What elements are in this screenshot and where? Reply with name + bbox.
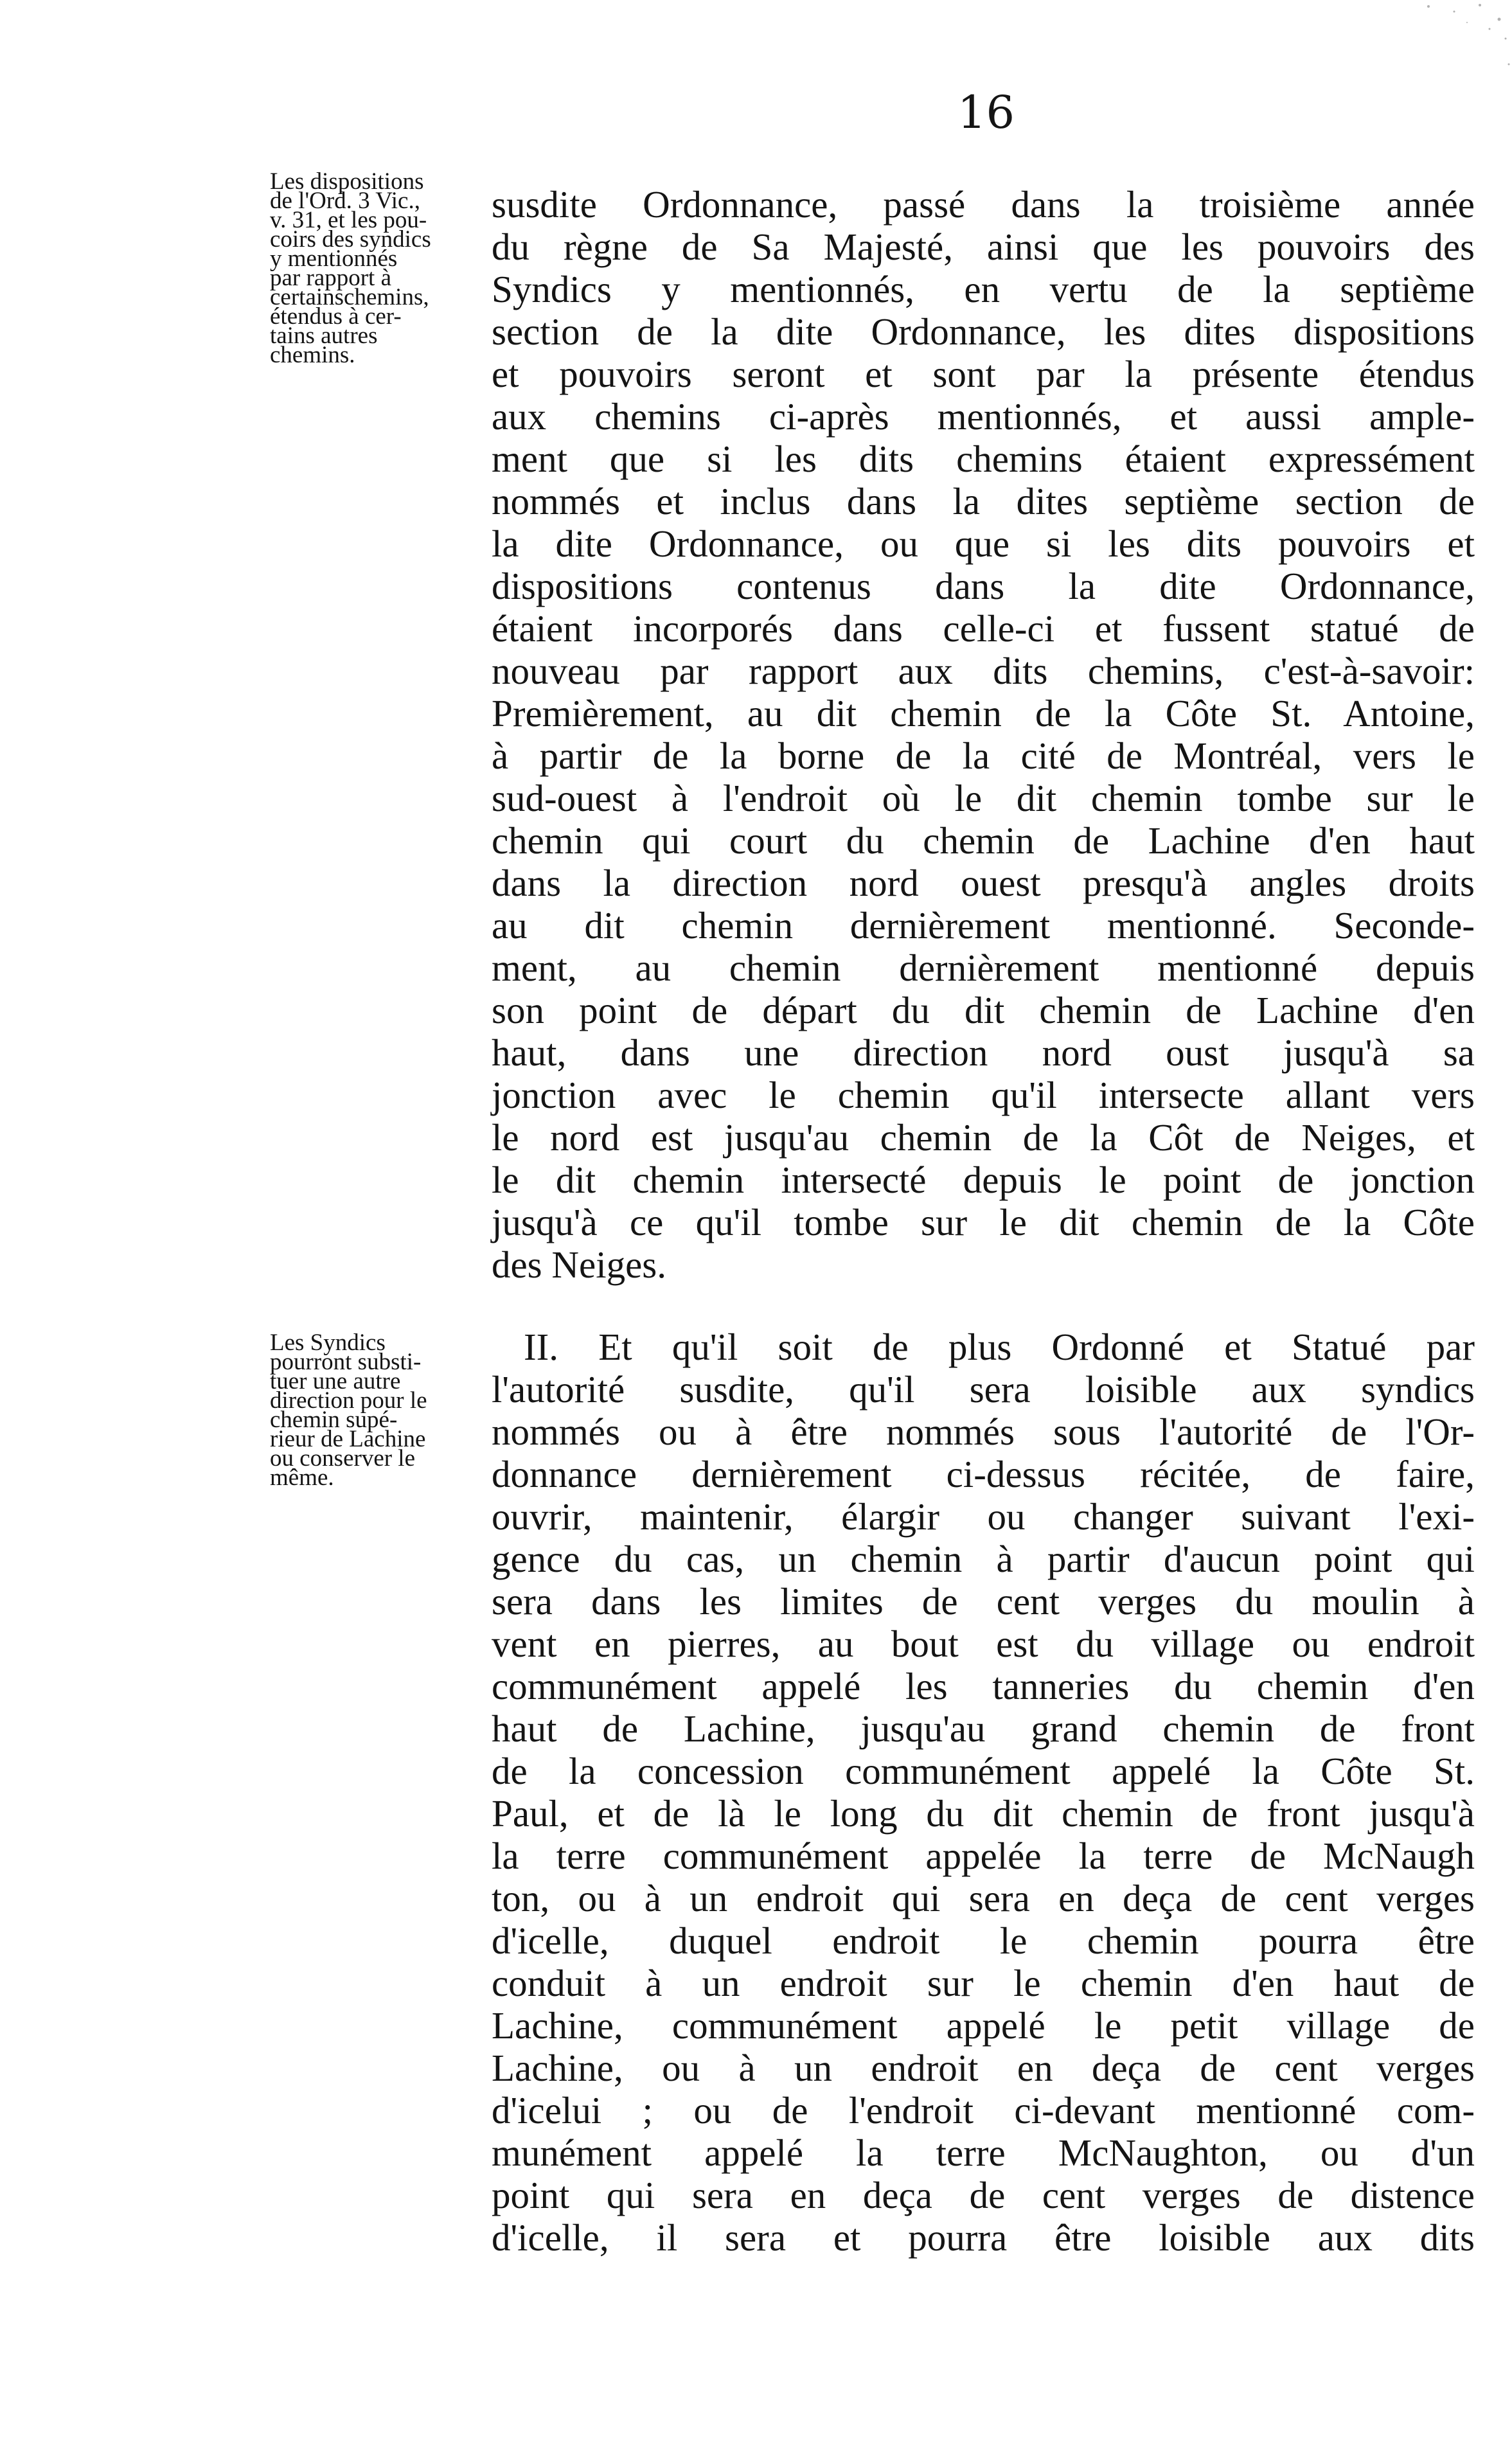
text-line: d'icelui ; ou de l'endroit ci-devant mentionné com- bbox=[492, 2089, 1475, 2131]
margin-note-line: étendus à cer- bbox=[270, 303, 402, 330]
text-line: chemin qui court du chemin de Lachine d'en haut bbox=[492, 819, 1475, 862]
text-line: d'icelle, duquel endroit le chemin pourra être bbox=[492, 1919, 1475, 1962]
text-line: et pouvoirs seront et sont par la présente étendus bbox=[492, 353, 1475, 395]
text-line: ton, ou à un endroit qui sera en deça de cent verges bbox=[492, 1877, 1475, 1919]
text-line: des Neiges. bbox=[492, 1243, 666, 1286]
margin-note-line: pourront substi- bbox=[270, 1349, 422, 1375]
text-line: l'autorité susdite, qu'il sera loisible aux syndics bbox=[492, 1368, 1475, 1410]
margin-note-line: Les Syndics bbox=[270, 1330, 386, 1356]
text-line: de la concession communément appelé la Côte St. bbox=[492, 1750, 1475, 1792]
text-line: étaient incorporés dans celle-ci et fussent statué de bbox=[492, 607, 1475, 650]
text-line: Paul, et de là le long du dit chemin de front jusqu'à bbox=[492, 1792, 1475, 1835]
margin-note-line: chemins. bbox=[270, 342, 355, 368]
margin-note-line: y mentionnés bbox=[270, 245, 398, 272]
text-line: haut, dans une direction nord oust jusqu'à sa bbox=[492, 1031, 1475, 1074]
text-line: dans la direction nord ouest presqu'à angles droits bbox=[492, 862, 1475, 904]
text-line: gence du cas, un chemin à partir d'aucun point qui bbox=[492, 1538, 1475, 1580]
margin-note-line: Les dispositions bbox=[270, 168, 424, 195]
text-line: jusqu'à ce qu'il tombe sur le dit chemin de la Côte bbox=[492, 1201, 1475, 1243]
text-line: conduit à un endroit sur le chemin d'en haut de bbox=[492, 1962, 1475, 2004]
text-line: nouveau par rapport aux dits chemins, c'est-à-savoir: bbox=[492, 650, 1475, 692]
text-line: donnance dernièrement ci-dessus récitée, de faire, bbox=[492, 1453, 1475, 1495]
text-line: munément appelé la terre McNaughton, ou d'un bbox=[492, 2131, 1475, 2174]
text-line: sera dans les limites de cent verges du moulin à bbox=[492, 1580, 1475, 1623]
text-line: vent en pierres, au bout est du village ou endroit bbox=[492, 1623, 1475, 1665]
text-line: nommés ou à être nommés sous l'autorité de l'Or- bbox=[492, 1410, 1475, 1453]
margin-note bbox=[270, 1330, 501, 1491]
margin-note-line: tains autres bbox=[270, 323, 378, 349]
text-line: d'icelle, il sera et pourra être loisible aux dits bbox=[492, 2216, 1475, 2259]
text-line: dispositions contenus dans la dite Ordonnance, bbox=[492, 565, 1475, 607]
paragraph bbox=[492, 183, 1475, 1286]
text-line: point qui sera en deça de cent verges de distence bbox=[492, 2174, 1475, 2216]
text-line: susdite Ordonnance, passé dans la troisième année bbox=[492, 183, 1475, 226]
margin-note-line: ou conserver le bbox=[270, 1445, 416, 1472]
text-line: la terre communément appelée la terre de McNaugh bbox=[492, 1835, 1475, 1877]
margin-note bbox=[270, 168, 501, 368]
text-line: ment, au chemin dernièrement mentionné depuis bbox=[492, 947, 1475, 989]
text-line: Premièrement, au dit chemin de la Côte St. Antoine, bbox=[492, 692, 1475, 734]
paragraph bbox=[492, 1326, 1475, 2259]
text-line: du règne de Sa Majesté, ainsi que les pouvoirs des bbox=[492, 226, 1475, 268]
text-line: aux chemins ci-après mentionnés, et aussi ample- bbox=[492, 395, 1475, 438]
text-line: le dit chemin intersecté depuis le point de jonction bbox=[492, 1159, 1475, 1201]
margin-note-line: tuer une autre bbox=[270, 1368, 401, 1394]
text-line: Lachine, ou à un endroit en deça de cent verges bbox=[492, 2047, 1475, 2089]
margin-note-line: direction pour le bbox=[270, 1387, 427, 1414]
text-line: Syndics y mentionnés, en vertu de la septième bbox=[492, 268, 1475, 310]
margin-note-line: coirs des syndics bbox=[270, 226, 431, 253]
text-line: sud-ouest à l'endroit où le dit chemin tombe sur le bbox=[492, 777, 1475, 819]
text-line: II. Et qu'il soit de plus Ordonné et Statué par bbox=[524, 1326, 1475, 1368]
text-line: communément appelé les tanneries du chemin d'en bbox=[492, 1665, 1475, 1707]
text-line: nommés et inclus dans la dites septième section de bbox=[492, 480, 1475, 522]
margin-note-line: rieur de Lachine bbox=[270, 1426, 426, 1452]
text-line: section de la dite Ordonnance, les dites dispositions bbox=[492, 310, 1475, 353]
text-line: son point de départ du dit chemin de Lachine d'en bbox=[492, 989, 1475, 1031]
text-line: la dite Ordonnance, ou que si les dits pouvoirs et bbox=[492, 522, 1475, 565]
text-line: ouvrir, maintenir, élargir ou changer suivant l'exi- bbox=[492, 1495, 1475, 1538]
margin-note-line: v. 31, et les pou- bbox=[270, 207, 427, 233]
margin-note-line: chemin supé- bbox=[270, 1407, 398, 1433]
text-line: jonction avec le chemin qu'il intersecte allant vers bbox=[492, 1074, 1475, 1116]
text-line: haut de Lachine, jusqu'au grand chemin de front bbox=[492, 1707, 1475, 1750]
margin-note-line: même. bbox=[270, 1464, 334, 1491]
paper-specks-decoration bbox=[1416, 0, 1512, 90]
margin-note-line: certainschemins, bbox=[270, 284, 429, 310]
page-number: 16 bbox=[957, 86, 1015, 139]
text-line: au dit chemin dernièrement mentionné. Seconde- bbox=[492, 904, 1475, 947]
margin-note-line: par rapport à bbox=[270, 265, 392, 291]
text-line: le nord est jusqu'au chemin de la Côt de Neiges, et bbox=[492, 1116, 1475, 1159]
text-line: à partir de la borne de la cité de Montréal, vers le bbox=[492, 734, 1475, 777]
text-line: Lachine, communément appelé le petit village de bbox=[492, 2004, 1475, 2047]
margin-note-line: de l'Ord. 3 Vic., bbox=[270, 188, 420, 214]
text-line: ment que si les dits chemins étaient expressément bbox=[492, 438, 1475, 480]
